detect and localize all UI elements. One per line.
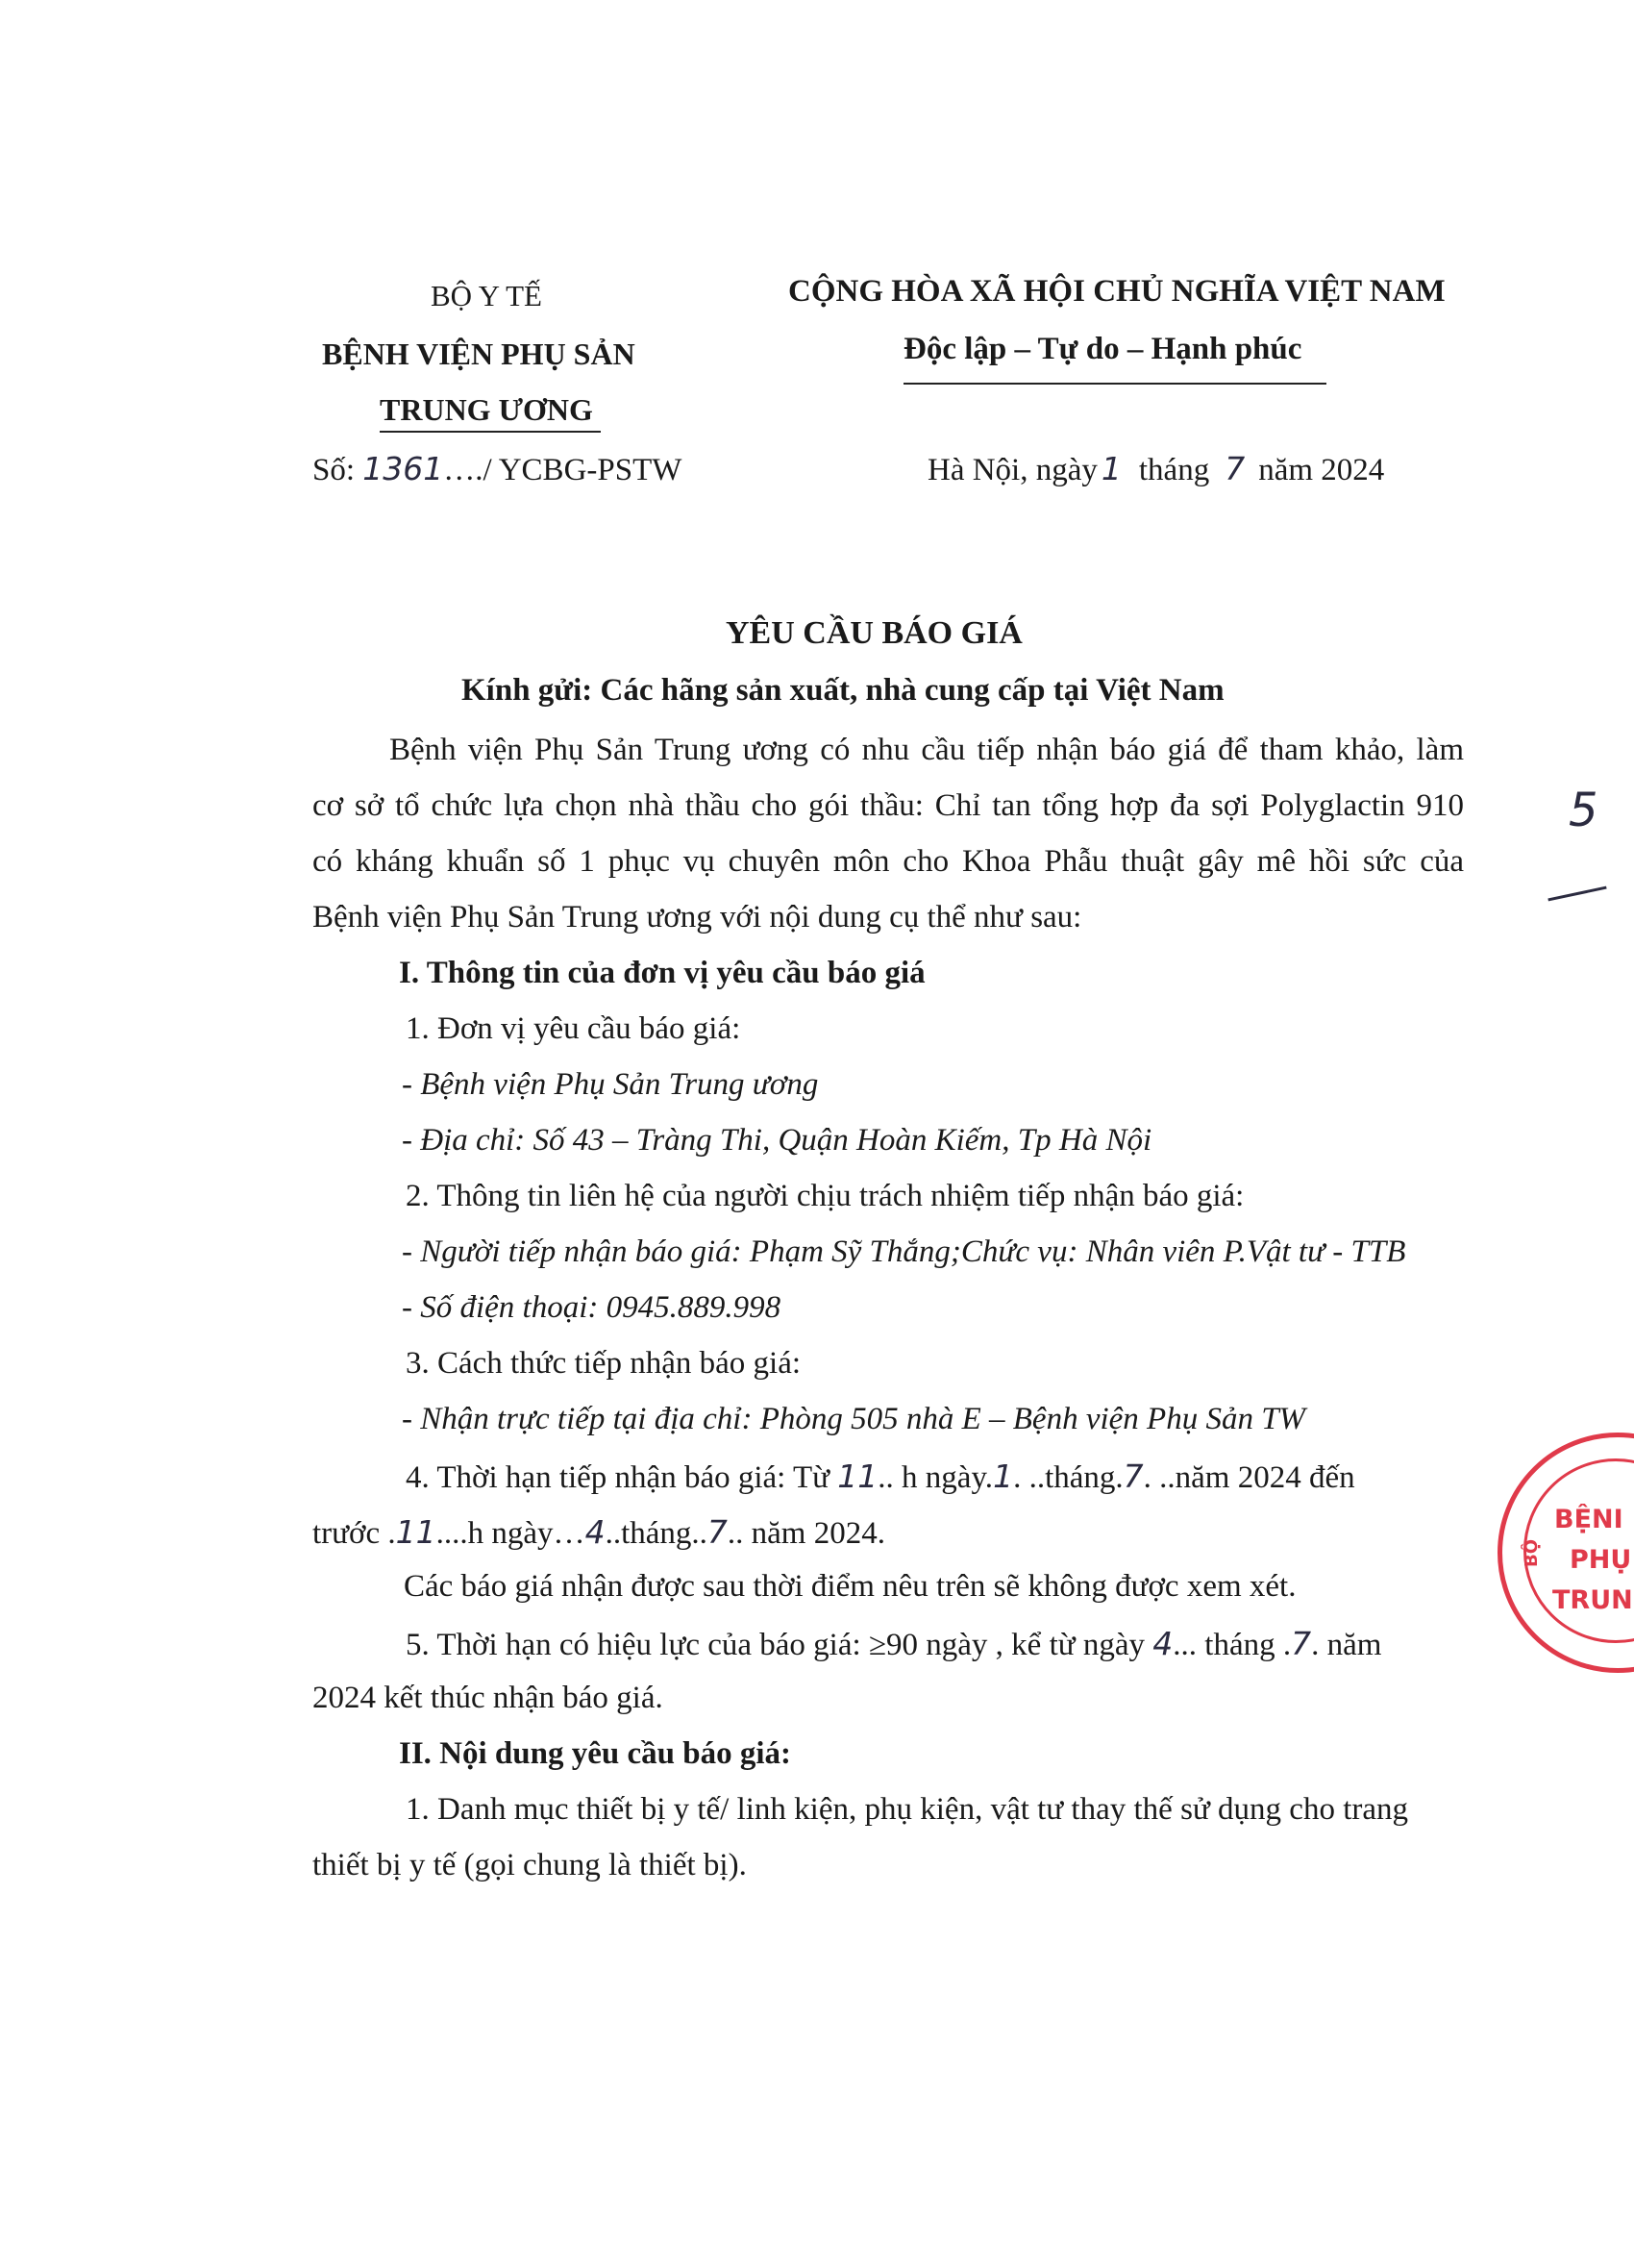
section2-heading: II. Nội dung yêu cầu báo giá: xyxy=(399,1736,792,1771)
document-title: YÊU CẦU BÁO GIÁ xyxy=(726,615,1023,651)
margin-handwritten-note: 5 xyxy=(1569,784,1598,837)
hospital-underline xyxy=(380,431,601,433)
country-name: CỘNG HÒA XÃ HỘI CHỦ NGHĨA VIỆT NAM xyxy=(788,274,1446,309)
section1-note: Các báo giá nhận được sau thời điểm nêu trên sẽ không được xem xét. xyxy=(404,1569,1297,1604)
intro-line-4: Bệnh viện Phụ Sản Trung ương với nội dung cụ thể như sau: xyxy=(312,900,1082,935)
section1-item4-line1: 4. Thời hạn tiếp nhận báo giá: Từ 11.. h ngày.1. ..tháng.7. ..năm 2024 đến xyxy=(406,1458,1355,1495)
intro-line-1: Bệnh viện Phụ Sản Trung ương có nhu cầu tiếp nhận báo giá để tham khảo, làm xyxy=(389,733,1464,767)
intro-line-2: cơ sở tổ chức lựa chọn nhà thầu cho gói thầu: Chỉ tan tổng hợp đa sợi Polyglactin 910 xyxy=(312,788,1464,823)
section1-item4-line2: trước .11....h ngày…4..tháng..7.. năm 2024. xyxy=(312,1513,885,1551)
motto-underline xyxy=(904,383,1326,385)
recipient-line: Kính gửi: Các hãng sản xuất, nhà cung cấp tại Việt Nam xyxy=(461,673,1225,708)
section1-item5-line1: 5. Thời hạn có hiệu lực của báo giá: ≥90 ngày , kể từ ngày 4... tháng .7. năm xyxy=(406,1625,1382,1662)
hospital-name-line1: BỆNH VIỆN PHỤ SẢN xyxy=(322,336,635,371)
section1-item3-method: - Nhận trực tiếp tại địa chỉ: Phòng 505 nhà E – Bệnh viện Phụ Sản TW xyxy=(402,1402,1306,1436)
stamp-text-line1: BỆNI xyxy=(1554,1505,1623,1534)
section2-item1-line2: thiết bị y tế (gọi chung là thiết bị). xyxy=(312,1848,747,1882)
ministry-name: BỘ Y TẾ xyxy=(431,279,542,312)
section2-item1-line1: 1. Danh mục thiết bị y tế/ linh kiện, phụ kiện, vật tư thay thế sử dụng cho trang xyxy=(406,1792,1408,1827)
document-number: Số: 1361…./ YCBG-PSTW xyxy=(312,450,682,487)
section1-item5-line2: 2024 kết thúc nhận báo giá. xyxy=(312,1681,663,1715)
section1-heading: I. Thông tin của đơn vị yêu cầu báo giá xyxy=(399,956,926,990)
stamp-text-line3: TRUN xyxy=(1552,1585,1633,1615)
stamp-text-line2: PHỤ xyxy=(1570,1545,1632,1575)
section1-item2: 2. Thông tin liên hệ của người chịu trách nhiệm tiếp nhận báo giá: xyxy=(406,1179,1245,1213)
section1-item2-phone: - Số điện thoại: 0945.889.998 xyxy=(402,1290,781,1325)
intro-line-3: có kháng khuẩn số 1 phục vụ chuyên môn cho Khoa Phẫu thuật gây mê hồi sức của xyxy=(312,844,1464,879)
section1-item2-person: - Người tiếp nhận báo giá: Phạm Sỹ Thắng;Chức vụ: Nhân viên P.Vật tư - TTB xyxy=(402,1234,1406,1269)
section1-item1-address: - Địa chỉ: Số 43 – Tràng Thi, Quận Hoàn Kiếm, Tp Hà Nội xyxy=(402,1123,1152,1158)
doc-number-handwritten: 1361 xyxy=(362,450,444,487)
document-date: Hà Nội, ngày 1 tháng 7 năm 2024 xyxy=(928,450,1385,487)
national-motto: Độc lập – Tự do – Hạnh phúc xyxy=(904,332,1302,366)
hospital-name-line2: TRUNG ƯƠNG xyxy=(380,392,593,427)
margin-handwritten-stroke xyxy=(1547,886,1606,902)
official-stamp xyxy=(1498,1433,1634,1673)
section1-item1-name: - Bệnh viện Phụ Sản Trung ương xyxy=(402,1067,819,1102)
section1-item3: 3. Cách thức tiếp nhận báo giá: xyxy=(406,1346,802,1381)
section1-item1: 1. Đơn vị yêu cầu báo giá: xyxy=(406,1011,741,1046)
stamp-side-text: BỘ xyxy=(1522,1538,1543,1568)
